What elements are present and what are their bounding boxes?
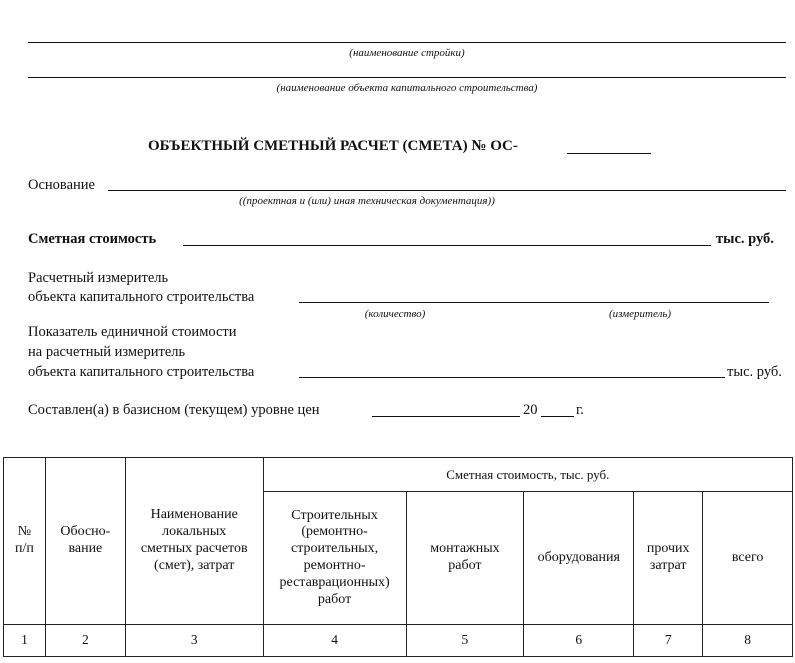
document-title-text: ОБЪЕКТНЫЙ СМЕТНЫЙ РАСЧЕТ (СМЕТА) № ОС- — [148, 138, 518, 154]
estimate-table — [3, 457, 793, 657]
column-number: 8 — [703, 624, 793, 656]
unit-cost-line2: на расчетный измеритель — [28, 344, 186, 360]
col-header-total-text: всего — [731, 549, 764, 565]
column-number: 4 — [263, 624, 406, 656]
basis-caption: ((проектная и (или) иная техническая документация)) — [239, 195, 495, 207]
compiled-year-line[interactable] — [541, 416, 574, 417]
unit-cost-line[interactable] — [299, 377, 725, 378]
column-number: 6 — [524, 624, 634, 656]
col-header-construction — [263, 492, 406, 625]
col-header-other-text: прочих затрат — [646, 541, 690, 573]
col-header-installation — [406, 492, 524, 625]
col-header-group-cost-text: Сметная стоимость, тыс. руб. — [446, 466, 610, 482]
col-header-equipment-text: оборудования — [537, 549, 620, 565]
unit-cost-line3: объекта капитального строительства — [28, 364, 255, 380]
compiled-date-line[interactable] — [372, 416, 520, 417]
object-name-caption: (наименование объекта капитального строительства) — [276, 82, 538, 94]
col-header-total — [703, 492, 793, 625]
col-header-installation-text: монтажных работ — [430, 541, 500, 573]
estimated-cost-unit: тыс. руб. — [716, 231, 774, 247]
document-number-line[interactable] — [567, 153, 651, 154]
meter-quantity-caption: (количество) — [364, 308, 426, 320]
column-number: 7 — [634, 624, 703, 656]
meter-line2: объекта капитального строительства — [28, 289, 255, 305]
estimated-cost-label: Сметная стоимость — [28, 231, 157, 247]
column-number: 2 — [45, 624, 125, 656]
col-header-number-text: № п/п — [15, 524, 34, 556]
construction-name-line[interactable] — [28, 42, 786, 43]
col-header-basis-text: Обосно- вание — [60, 524, 111, 556]
col-header-name — [125, 458, 263, 625]
column-number: 5 — [406, 624, 524, 656]
construction-name-caption: (наименование стройки) — [349, 47, 465, 59]
meter-unit-caption: (измеритель) — [608, 308, 672, 320]
compiled-year-suffix: г. — [576, 402, 584, 418]
col-header-name-text: Наименование локальных сметных расчетов (смет), затрат — [140, 507, 248, 573]
basis-line[interactable] — [108, 190, 786, 191]
compiled-year-prefix: 20 — [523, 402, 538, 418]
col-header-equipment — [524, 492, 634, 625]
meter-line[interactable] — [299, 302, 769, 303]
compiled-label: Составлен(а) в базисном (текущем) уровне цен — [28, 402, 320, 418]
col-header-number — [4, 458, 46, 625]
column-number-row — [4, 624, 793, 656]
object-name-line[interactable] — [28, 77, 786, 78]
col-header-group-cost — [263, 458, 792, 492]
col-header-basis — [45, 458, 125, 625]
column-number: 1 — [4, 624, 46, 656]
col-header-construction-text: Строительных (ремонтно- строительных, ремонтно- реставрационных) работ — [279, 507, 390, 607]
basis-label: Основание — [28, 177, 95, 193]
estimated-cost-line[interactable] — [183, 245, 711, 246]
meter-line1: Расчетный измеритель — [28, 270, 169, 286]
col-header-other — [634, 492, 703, 625]
document-title — [148, 138, 518, 155]
unit-cost-line1: Показатель единичной стоимости — [28, 324, 237, 340]
column-number: 3 — [125, 624, 263, 656]
unit-cost-unit: тыс. руб. — [727, 364, 782, 380]
